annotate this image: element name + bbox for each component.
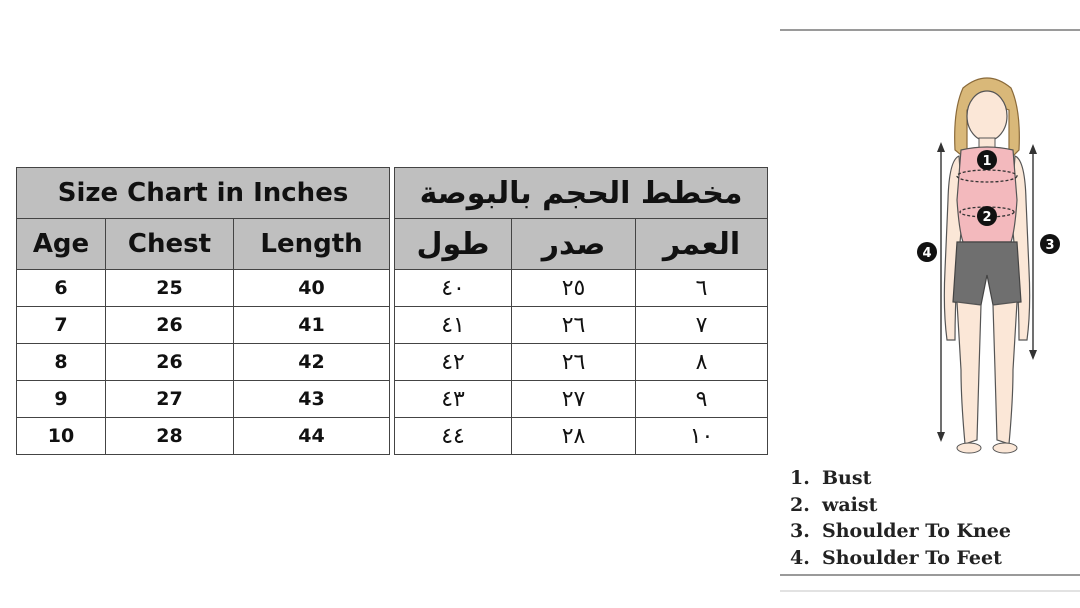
cell-chest: 26 (106, 344, 234, 381)
figure-shorts (953, 242, 1021, 305)
header-length: Length (234, 219, 390, 270)
figure-leg-right (993, 302, 1017, 444)
english-table-title: Size Chart in Inches (17, 168, 390, 219)
cell-length-ar: ٤٠ (395, 270, 512, 307)
cell-length: 40 (234, 270, 390, 307)
cell-age-ar: ٨ (636, 344, 768, 381)
table-row (17, 270, 390, 307)
cell-age: 8 (17, 344, 106, 381)
header-age: Age (17, 219, 106, 270)
legend-item (790, 545, 1011, 572)
table-row (395, 381, 768, 418)
legend-number: 4. (790, 546, 810, 569)
cell-age: 6 (17, 270, 106, 307)
cell-chest: 26 (106, 307, 234, 344)
body-measurement-figure (905, 70, 1065, 460)
marker-1: 1 (982, 154, 992, 169)
cell-age: 10 (17, 418, 106, 455)
cell-chest: 28 (106, 418, 234, 455)
arrow-up-icon (1029, 144, 1037, 154)
legend-number: 3. (790, 520, 810, 542)
cell-chest: 27 (106, 381, 234, 418)
cell-chest-ar: ٢٧ (512, 381, 636, 418)
table-row (395, 344, 768, 381)
legend-item (790, 518, 1011, 545)
cell-age-ar: ٦ (636, 270, 768, 307)
legend-number: 2. (790, 493, 810, 516)
arrow-up-icon (937, 142, 945, 152)
table-row (17, 418, 390, 455)
measurement-legend (790, 465, 1011, 571)
cell-chest-ar: ٢٥ (512, 270, 636, 307)
legend-label: Shoulder To Feet (822, 546, 1002, 569)
cell-age-ar: ١٠ (636, 418, 768, 455)
cell-length-ar: ٤٣ (395, 381, 512, 418)
arabic-size-table (394, 167, 768, 455)
cell-age-ar: ٧ (636, 307, 768, 344)
panel-bottom-divider (780, 574, 1080, 576)
marker-3: 3 (1045, 238, 1055, 253)
arrow-down-icon (937, 432, 945, 442)
legend-item (790, 492, 1011, 519)
cell-length: 42 (234, 344, 390, 381)
cell-length-ar: ٤١ (395, 307, 512, 344)
cell-age: 7 (17, 307, 106, 344)
header-chest: Chest (106, 219, 234, 270)
table-row (395, 418, 768, 455)
arabic-table-title: مخطط الحجم بالبوصة (395, 168, 768, 219)
table-row (395, 307, 768, 344)
table-row (17, 344, 390, 381)
header-age-ar: العمر (636, 219, 768, 270)
legend-label: Shoulder To Knee (822, 520, 1011, 542)
table-row (17, 381, 390, 418)
legend-number: 1. (790, 467, 810, 489)
cell-chest-ar: ٢٨ (512, 418, 636, 455)
cell-length: 43 (234, 381, 390, 418)
cell-age-ar: ٩ (636, 381, 768, 418)
figure-leg-left (957, 302, 981, 444)
cell-chest-ar: ٢٦ (512, 344, 636, 381)
cell-chest: 25 (106, 270, 234, 307)
figure-foot-left (957, 443, 981, 453)
figure-foot-right (993, 443, 1017, 453)
figure-head (967, 91, 1007, 141)
english-size-table (16, 167, 390, 455)
legend-label: waist (822, 493, 878, 516)
header-length-ar: طول (395, 219, 512, 270)
panel-bottom-shadow (780, 590, 1080, 592)
legend-item (790, 465, 1011, 492)
header-chest-ar: صدر (512, 219, 636, 270)
cell-chest-ar: ٢٦ (512, 307, 636, 344)
marker-2: 2 (982, 210, 992, 225)
cell-length: 44 (234, 418, 390, 455)
cell-length: 41 (234, 307, 390, 344)
table-row (17, 307, 390, 344)
panel-top-divider (780, 29, 1080, 31)
legend-label: Bust (822, 467, 872, 489)
arrow-down-icon (1029, 350, 1037, 360)
table-row (395, 270, 768, 307)
cell-age: 9 (17, 381, 106, 418)
marker-4: 4 (922, 246, 932, 261)
cell-length-ar: ٤٢ (395, 344, 512, 381)
cell-length-ar: ٤٤ (395, 418, 512, 455)
